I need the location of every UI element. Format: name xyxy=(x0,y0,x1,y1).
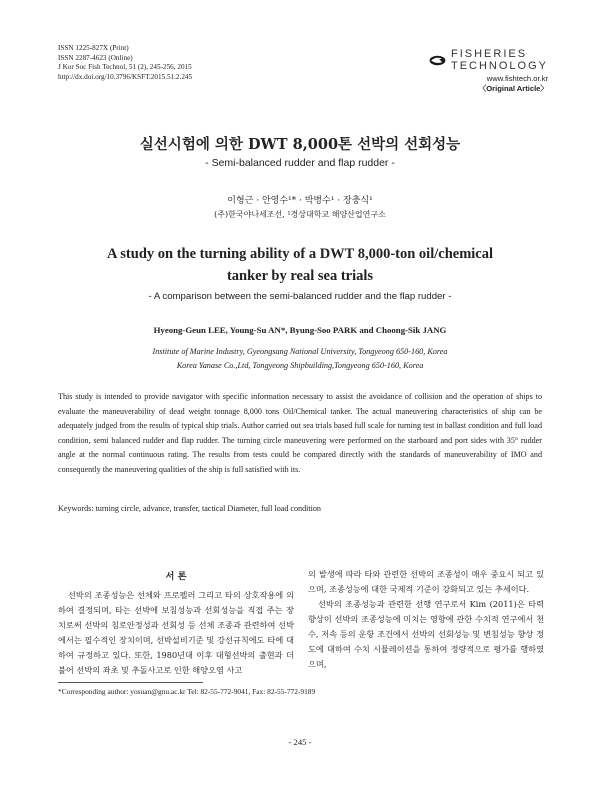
journal-citation: J Kor Soc Fish Technol, 51 (2), 245-256, 2015 xyxy=(58,63,192,72)
affiliation-line1: Institute of Marine Industry, Gyeongsang National University, Tongyeong 650-160, Korea xyxy=(152,347,448,356)
english-title-line1: A study on the turning ability of a DWT 8,000-ton oil/chemical xyxy=(106,246,494,262)
english-subtitle: - A comparison between the semi-balanced rudder and the flap rudder - xyxy=(148,291,452,302)
korean-affiliation: (주)한국야나세조선, ¹경상대학교 해양산업연구소 xyxy=(214,210,386,219)
journal-meta xyxy=(58,44,192,82)
body-paragraph: 의 발생에 따라 타와 관련한 선박의 조종성이 매우 중요시 되고 있으며, 조종성능에 대한 국제적 기준이 강화되고 있는 추세이다. xyxy=(308,569,544,594)
abstract: This study is intended to provide navigator with specific information necessary to assist the avoidance of collision and the operation of ships to evaluate the maneuverability of dead weight tonnage 8,000 tons Oil/Chemical tanker. The actual maneuvering characteristics of ship can be adequately judged from the results of typical ship trials. Author carried out sea trials based full scale for turning test in ballast condition and full load condition, semi balanced rudder and flap rudder. The turning circle maneuvering were performed on the starboard and port sides with 35° rudder angle at the normal continuous rating. The results from tests could be compared directly with the standards of maneuverability of IMO and consequently the maneuvering qualities of the ship is full satisfied with its. xyxy=(58,392,542,474)
footnote: *Corresponding author: yosuan@gnu.ac.kr Tel: 82-55-772-9041, Fax: 82-55-772-9189 xyxy=(58,687,316,696)
korean-title: 실선시험에 의한 DWT 8,000톤 선박의 선회성능 xyxy=(139,136,461,153)
english-title xyxy=(0,243,600,287)
body-left-column xyxy=(58,567,294,678)
body-right-column xyxy=(308,567,544,672)
english-authors: Hyeong-Geun LEE, Young-Su AN*, Byung-Soo PARK and Choong-Sik JANG xyxy=(153,325,447,335)
english-affiliation xyxy=(0,345,600,373)
keywords: Keywords: turning circle, advance, transfer, tactical Diameter, full load condition xyxy=(58,504,321,513)
body-paragraph: 선박의 조종성능은 선체와 프로펠러 그리고 타의 상호작용에 의하여 결정되며, 타는 선박에 보침성능과 선회성능을 직접 주는 장치로써 선박의 침로안정성과 선회성 등 선체 조종과 관련하여 선박에서는 필수적인 장치이며, 선박설비기준 및 강선규칙에도 타에 대하여 규정하고 있다. 또한, 1980년대 이후 대형선박의 출현과 더불어 선박의 좌초 및 추돌사고로 인한 해양오염 사고 xyxy=(58,590,294,675)
logo-word-technology: TECHNOLOGY xyxy=(450,60,548,72)
logo-word-fisheries: FISHERIES xyxy=(450,48,528,60)
korean-authors: 이형근 · 안영수¹* · 박병수¹ · 장충식¹ xyxy=(227,196,373,206)
fish-logo-icon xyxy=(428,48,447,72)
footnote-divider xyxy=(58,682,203,683)
korean-subtitle: - Semi-balanced rudder and flap rudder - xyxy=(205,157,395,169)
article-type: 〈Original Article〉 xyxy=(478,84,548,93)
affiliation-line2: Korea Yanase Co.,Ltd, Tongyeong Shipbuilding,Tongyeong 650-160, Korea xyxy=(176,361,424,370)
page-number: - 245 - xyxy=(288,737,312,747)
section-heading: 서 론 xyxy=(165,571,187,582)
doi-link[interactable]: http://dx.doi.org/10.3796/KSFT.2015.51.2.245 xyxy=(58,72,193,81)
journal-logo xyxy=(428,48,548,94)
issn-online: ISSN 2287-4623 (Online) xyxy=(58,53,133,62)
body-paragraph: 선박의 조종성능과 관련한 선행 연구로서 Kim (2011)은 타력 향상이 선박의 조종성능에 미치는 영향에 관한 수치적 연구에서 천수, 저속 등의 운항 조건에서 선박의 선회성능 및 변침성능 향상 정도에 대하여 수치 시뮬레이션을 통하여 정량적으로 평가를 행하였으며, xyxy=(308,599,544,669)
journal-url[interactable]: www.fishtech.or.kr xyxy=(486,74,548,83)
english-title-line2: tanker by real sea trials xyxy=(226,268,374,284)
issn-print: ISSN 1225-827X (Print) xyxy=(58,44,129,52)
